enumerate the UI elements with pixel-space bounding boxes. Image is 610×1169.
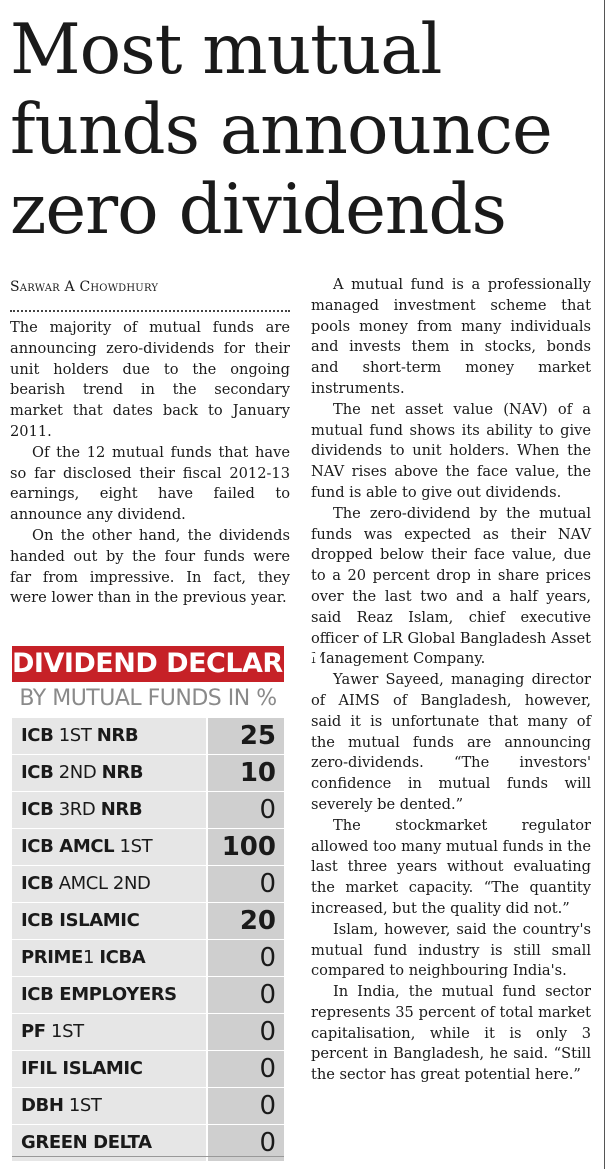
- table-bottom-rule: [12, 1156, 284, 1157]
- table-row: [12, 977, 284, 1014]
- fund-name: [12, 903, 206, 939]
- fund-name-bold: ICB EMPLOYERS: [21, 984, 177, 1005]
- fund-name-bold: ICB ISLAMIC: [21, 910, 140, 931]
- article-column-left: [10, 318, 290, 609]
- fund-name-bold: ICB: [21, 799, 54, 820]
- dividend-value: 0: [208, 1088, 284, 1124]
- paragraph: Islam, however, said the country's mutual fund industry is still small compared to neighbouring India's.: [311, 920, 591, 980]
- fund-name-bold: ICB: [21, 725, 54, 746]
- fund-name: [12, 1051, 206, 1087]
- dividend-value: 10: [208, 755, 284, 791]
- infographic-title: DIVIDEND DECLARED: [12, 646, 284, 682]
- fund-name-light: AMCL 2ND: [53, 873, 151, 894]
- fund-name-bold: NRB: [100, 799, 143, 820]
- fund-name-bold: PF: [21, 1021, 46, 1042]
- fund-name: [12, 792, 206, 828]
- paragraph: On the other hand, the dividends handed out by the four funds were far from impressive. In fact, they were lower than in the previous year.: [10, 526, 290, 607]
- table-row: [12, 755, 284, 792]
- fund-name: [12, 866, 206, 902]
- dividend-value: 100: [208, 829, 284, 865]
- fund-name-light: 1ST: [45, 1021, 84, 1042]
- headline-line-3: zero dividends: [10, 170, 506, 250]
- paragraph: The zero-dividend by the mutual funds was expected as their NAV dropped below their face value, due to a 20 percent drop in share prices over the last two and a half years, said Reaz Islam, chief executive officer of LR Global Bangladesh Asset Management Company.: [311, 504, 591, 668]
- dividend-value: 0: [208, 1014, 284, 1050]
- paragraph: Of the 12 mutual funds that have so far disclosed their fiscal 2012-13 earnings, eight have failed to announce any dividend.: [10, 443, 290, 524]
- fund-name-bold: ICBA: [99, 947, 146, 968]
- fund-name: [12, 977, 206, 1013]
- fund-name-bold: NRB: [101, 762, 144, 783]
- fund-name-bold: GREEN DELTA: [21, 1132, 152, 1153]
- fund-name: [12, 1088, 206, 1124]
- dividend-table: [12, 718, 284, 1162]
- fund-name-bold: IFIL ISLAMIC: [21, 1058, 143, 1079]
- fund-name: [12, 1014, 206, 1050]
- fund-name: [12, 829, 206, 865]
- fund-name-bold: ICB: [21, 873, 54, 894]
- headline-line-2: funds announce: [10, 90, 552, 170]
- fund-name-light: 1ST: [114, 836, 153, 857]
- table-row: [12, 829, 284, 866]
- dividend-value: 0: [208, 940, 284, 976]
- fund-name-light: 2ND: [53, 762, 102, 783]
- byline: Sarwar A Chowdhury: [10, 279, 159, 295]
- table-row: [12, 1051, 284, 1088]
- headline-line-1: Most mutual: [10, 10, 442, 90]
- paragraph: A mutual fund is a professionally managed investment scheme that pools money from many individuals and invests them in stocks, bonds and short-term money market instruments.: [311, 276, 591, 397]
- paragraph: In India, the mutual fund sector represents 35 percent of total market capitalisation, while it is only 3 percent in Bangladesh, he said. “Still the sector has great potential here.”: [311, 983, 591, 1084]
- table-row: [12, 866, 284, 903]
- fund-name-light: 1: [82, 947, 100, 968]
- fund-name: [12, 755, 206, 791]
- dividend-value: 0: [208, 1125, 284, 1161]
- fund-name-bold: DBH: [21, 1095, 64, 1116]
- headline: [10, 10, 600, 250]
- byline-divider: [10, 310, 290, 312]
- fund-name-bold: ICB AMCL: [21, 836, 115, 857]
- article-column-right: [311, 275, 591, 1086]
- dividend-value: 0: [208, 866, 284, 902]
- fund-name-light: 1ST: [53, 725, 97, 746]
- dividend-value: 20: [208, 903, 284, 939]
- column-rule: [604, 0, 605, 1169]
- paragraph: The majority of mutual funds are announcing zero-dividends for their unit holders due to the ongoing bearish trend in the secondary market that dates back to January 2011.: [10, 319, 290, 440]
- infographic-subtitle: BY MUTUAL FUNDS IN %: [19, 686, 277, 711]
- dividend-value: 0: [208, 977, 284, 1013]
- fund-name-light: 1ST: [63, 1095, 102, 1116]
- paragraph: Yawer Sayeed, managing director of AIMS of Bangladesh, however, said it is unfortunate that many of the mutual funds are announcing zero-dividends. “The investors' confidence in mutual funds will severely be dented.”: [311, 671, 591, 813]
- table-row: [12, 940, 284, 977]
- paragraph: The net asset value (NAV) of a mutual fund shows its ability to give dividends to unit holders. When the NAV rises above the face value, the fund is able to give out dividends.: [311, 400, 591, 501]
- fund-name-light: 3RD: [53, 799, 101, 820]
- table-row: [12, 1088, 284, 1125]
- table-row: [12, 903, 284, 940]
- table-row: [12, 792, 284, 829]
- fund-name-bold: PRIME: [21, 947, 83, 968]
- dividend-value: 0: [208, 1051, 284, 1087]
- fund-name: [12, 718, 206, 754]
- table-row: [12, 1014, 284, 1051]
- dividend-value: 25: [208, 718, 284, 754]
- fund-name-bold: NRB: [96, 725, 139, 746]
- fund-name: [12, 940, 206, 976]
- paragraph: The stockmarket regulator allowed too many mutual funds in the last three years without evaluating the market capacity. “The quantity increased, but the quality did not.”: [311, 816, 591, 917]
- table-row: [12, 718, 284, 755]
- dividend-value: 0: [208, 792, 284, 828]
- fund-name-bold: ICB: [21, 762, 54, 783]
